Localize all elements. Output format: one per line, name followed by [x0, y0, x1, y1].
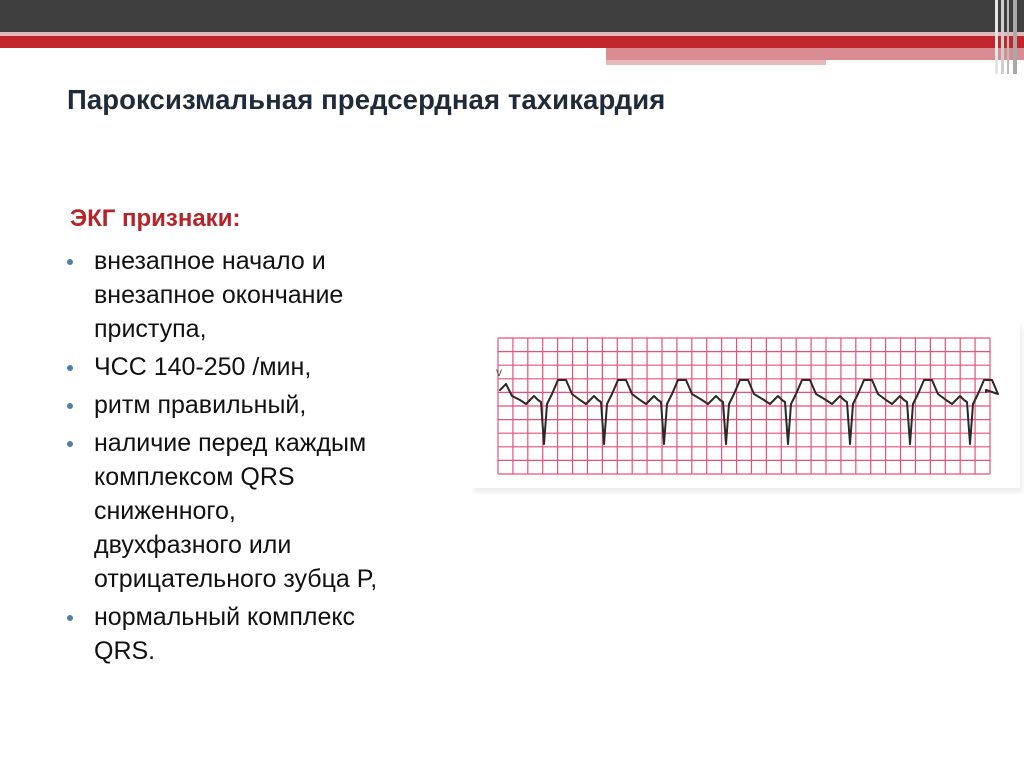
bullet-dot-icon	[67, 259, 73, 265]
ecg-signs-list	[67, 244, 487, 672]
ecg-signs-heading: ЭКГ признаки:	[70, 205, 241, 232]
top-decorative-band	[0, 0, 1024, 74]
bullet-dot-icon	[67, 441, 73, 447]
ecg-lead-label: V	[496, 368, 503, 378]
bullet-item-rhythm: ритм правильный,	[67, 388, 487, 422]
slide-title: Пароксизмальная предсердная тахикардия	[67, 84, 666, 115]
bullet-item-onset: внезапное начало и внезапное окончание приступа,	[67, 244, 487, 346]
bullet-item-qrs: нормальный комплекс QRS.	[67, 600, 487, 668]
bullet-item-heart-rate: ЧСС 140-250 /мин,	[67, 350, 487, 384]
ecg-strip-image	[472, 322, 1024, 494]
bullet-item-p-wave: наличие перед каждым комплексом QRS сниженного, двухфазного или отрицательного зубца P,	[67, 426, 487, 596]
bullet-dot-icon	[67, 365, 73, 371]
bullet-dot-icon	[67, 615, 73, 621]
bullet-dot-icon	[67, 403, 73, 409]
